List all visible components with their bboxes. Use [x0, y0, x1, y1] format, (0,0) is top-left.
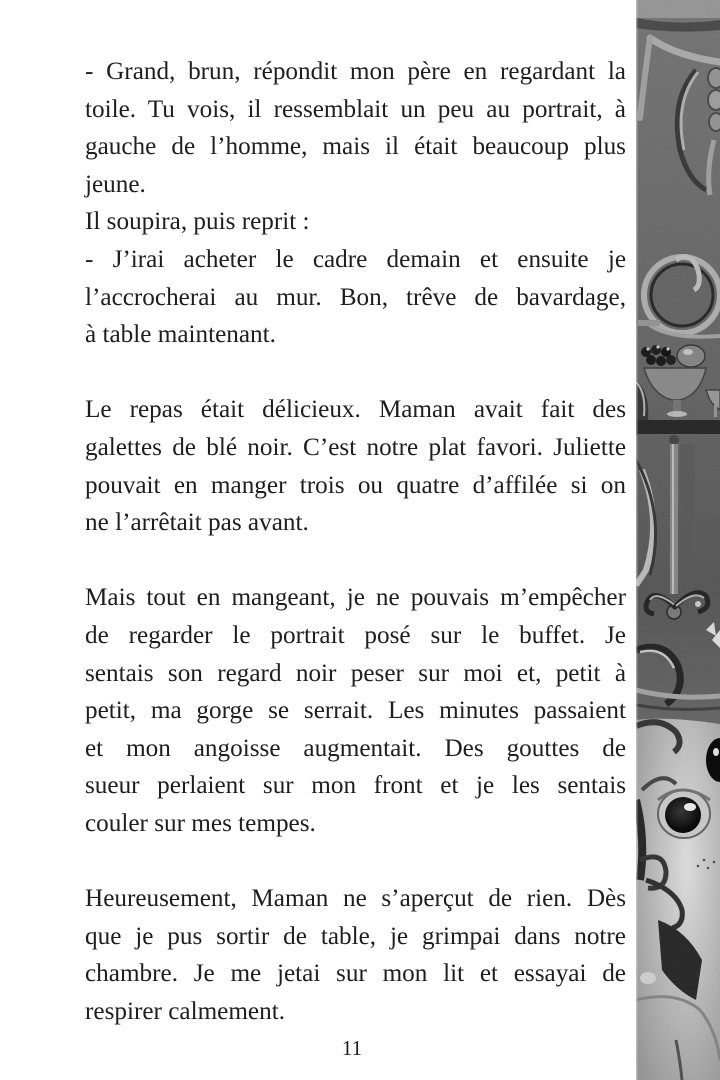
- paragraph-gap: [85, 542, 626, 580]
- text-line: sentais son regard noir peser sur moi et, petit à: [85, 659, 626, 687]
- text-line: l’accrocherai au mur. Bon, trêve de bavardage,: [85, 283, 626, 311]
- text-line: à table maintenant.: [85, 321, 276, 349]
- text-line: Mais tout en mangeant, je ne pouvais m’empêcher: [85, 584, 626, 612]
- text-line: chambre. Je me jetai sur mon lit et essayai de: [85, 960, 626, 988]
- text-line: petit, ma gorge se serrait. Les minutes passaient: [85, 697, 626, 725]
- creature-face: [636, 719, 720, 1080]
- text-line: toile. Tu vois, il ressemblait un peu au portrait, à: [85, 95, 626, 123]
- text-line: couler sur mes tempes.: [85, 809, 316, 837]
- body-text: [85, 53, 626, 1030]
- page-number-text: 11: [341, 1036, 363, 1060]
- column: [667, 435, 694, 619]
- page-number: [0, 1036, 720, 1061]
- text-line: pouvait en manger trois ou quatre d’affilée si on: [85, 471, 626, 499]
- text-line: que je pus sortir de table, je grimpai dans notre: [85, 922, 626, 950]
- text-line: sueur perlaient sur mon front et je les sentais: [85, 772, 626, 800]
- text-line: respirer calmement.: [85, 997, 285, 1025]
- shelf: [636, 420, 720, 434]
- paragraph: [85, 579, 626, 842]
- text-line: - Grand, brun, répondit mon père en regardant la: [85, 58, 626, 85]
- paragraph: [85, 391, 626, 541]
- paragraph: [85, 53, 626, 354]
- text-line: Heureusement, Maman ne s’aperçut de rien. Dès: [85, 885, 626, 913]
- text-line: Le repas était délicieux. Maman avait fait des: [85, 396, 626, 424]
- paragraph-gap: [85, 354, 626, 392]
- text-line: ne l’arrêtait pas avant.: [85, 509, 309, 537]
- paragraph: [85, 880, 626, 1030]
- text-line: galettes de blé noir. C’est notre plat favori. Juliette: [85, 433, 626, 461]
- illustration-art: [636, 0, 720, 1080]
- text-line: gauche de l’homme, mais il était beaucoup plus: [85, 133, 626, 161]
- text-line: - J’irai acheter le cadre demain et ensuite je: [85, 245, 626, 273]
- text-line: de regarder le portrait posé sur le buffet. Je: [85, 621, 626, 649]
- illustration-strip: [636, 0, 720, 1080]
- text-line: Il soupira, puis reprit :: [85, 208, 310, 236]
- text-line: jeune.: [85, 170, 146, 198]
- creature-eye: [658, 790, 710, 838]
- text-line: et mon angoisse augmentait. Des gouttes de: [85, 734, 626, 762]
- paragraph-gap: [85, 842, 626, 880]
